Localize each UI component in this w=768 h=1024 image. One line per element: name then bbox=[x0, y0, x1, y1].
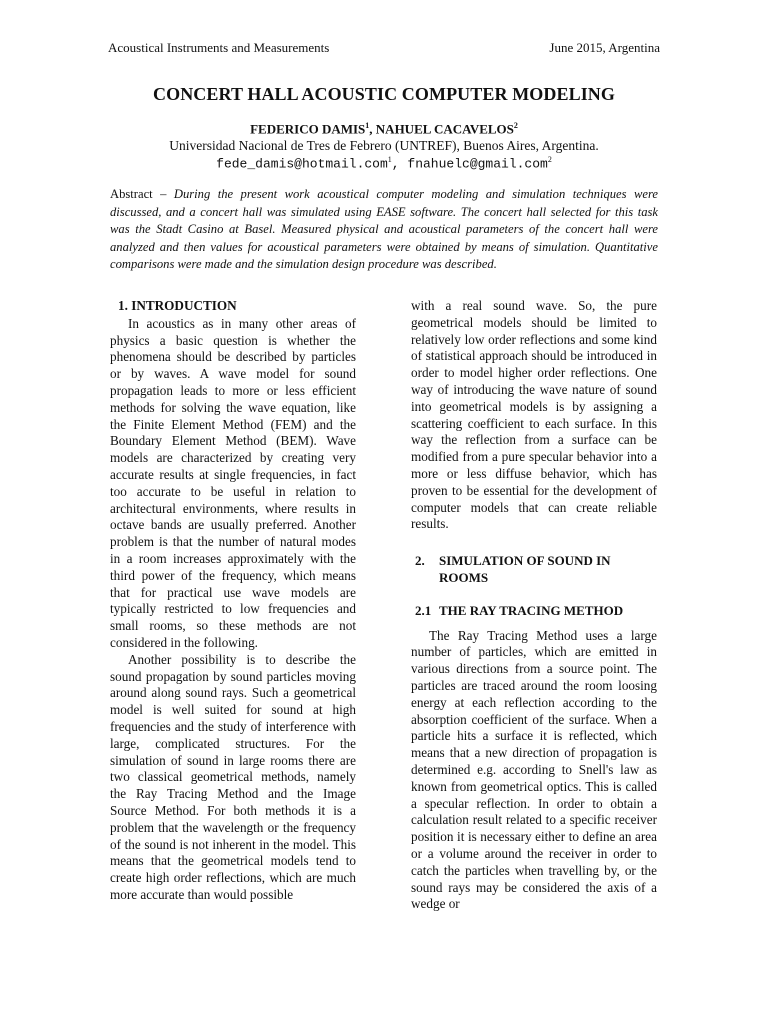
author-affiliation-mark: 1 bbox=[365, 121, 370, 130]
section-heading-simulation bbox=[411, 553, 657, 587]
running-header-right: June 2015, Argentina bbox=[549, 40, 660, 55]
email-address: fnahuelc@gmail.com bbox=[407, 156, 548, 172]
subsection-number: 2.1 bbox=[415, 602, 432, 618]
author-name: FEDERICO DAMIS bbox=[250, 121, 366, 137]
email-address: fede_damis@hotmail.com bbox=[216, 156, 388, 172]
right-column bbox=[411, 298, 657, 913]
abstract-label: Abstract – bbox=[110, 187, 174, 201]
paper-title: CONCERT HALL ACOUSTIC COMPUTER MODELING bbox=[153, 84, 615, 104]
section-heading-introduction: 1. INTRODUCTION bbox=[118, 298, 237, 313]
paragraph: with a real sound wave. So, the pure geometrical models should be limited to relatively low order reflections and some kind of statistical approach should be introduced in order to model higher order reflections. One way of introducing the wave nature of sound into geometrical models is by assigning a scattering coefficient to each surface. In this way the reflection from a surface can be modified from a pure specular behavior into a more or less diffuse behavior, which has proven to be essential for the development of computer models that can create reliable results. bbox=[411, 298, 657, 532]
abstract bbox=[110, 186, 658, 274]
section-title: SIMULATION OF SOUND IN ROOMS bbox=[439, 553, 611, 585]
email-line bbox=[0, 155, 768, 171]
email-affiliation-mark: 1 bbox=[387, 155, 392, 164]
subsection-title: THE RAY TRACING METHOD bbox=[439, 602, 624, 618]
email-separator: , bbox=[391, 156, 408, 172]
paragraph: Another possibility is to describe the sound propagation by sound particles moving around along sound rays. Such a geometrical model is well suited for sound at high frequencies and the study of interference with large, complicated structures. For the simulation of sound in large rooms there are two classical geometrical methods, namely the Ray Tracing Method and the Image Source Method. For both methods it is a problem that the wavelength or the frequency of the sound is not inherent in the model. This means that the geometrical models tend to create high order reflections, which are much more accurate than would possible bbox=[110, 651, 356, 902]
email-affiliation-mark: 2 bbox=[547, 155, 552, 164]
paragraph: In acoustics as in many other areas of physics a basic question is whether the phenomena should be described by particles or by waves. A wave model for sound propagation leads to more or less efficient methods for solving the wave equation, like the Finite Element Method (FEM) and the Boundary Element Method (BEM). Wave models are characterized by creating very accurate results at single frequencies, in fact too accurate to be useful in relation to architectural environments, where results in octave bands are usually preferred. Another problem is that the number of natural modes in a room increases approximately with the third power of the frequency, which means that for practical use wave models are typically restricted to low frequencies and small rooms, so these methods are not considered in the following. bbox=[110, 315, 356, 650]
author-line bbox=[0, 121, 768, 137]
spacer bbox=[411, 587, 657, 603]
section-number: 2. bbox=[415, 553, 425, 569]
left-column bbox=[110, 298, 356, 904]
spacer bbox=[411, 620, 657, 628]
abstract-text: During the present work acoustical computer modeling and simulation techniques were discussed, and a concert hall was simulated using EASE software. The concert hall selected for this task was the Stadt Casino at Basel. Measured physical and acoustical parameters of the concert hall were analyzed and then values for acoustical parameters were obtained by means of simulation. Quantitative comparisons were made and the simulation design procedure was described. bbox=[110, 187, 659, 272]
paragraph: The Ray Tracing Method uses a large number of particles, which are emitted in various directions from a source point. The particles are traced around the room loosing energy at each reflection according to the absorption coefficient of the surface. When a particle hits a surface it is reflected, which means that a new direction of propagation is determined e.g. according to Snell's law as known from geometrical optics. This is called a specular reflection. In order to obtain a calculation result related to a specific receiver position it is necessary either to define an area or a volume around the receiver in order to catch the particles when travelling by, or the sound rays may be considered the axis of a wedge or bbox=[411, 627, 657, 912]
running-header-left: Acoustical Instruments and Measurements bbox=[108, 40, 330, 55]
author-name: NAHUEL CACAVELOS bbox=[375, 121, 514, 137]
spacer bbox=[411, 533, 657, 553]
author-separator: , bbox=[369, 121, 376, 137]
subsection-heading-ray-tracing bbox=[411, 603, 657, 620]
author-affiliation-mark: 2 bbox=[513, 121, 518, 130]
affiliation: Universidad Nacional de Tres de Febrero (UNTREF), Buenos Aires, Argentina. bbox=[169, 138, 599, 153]
